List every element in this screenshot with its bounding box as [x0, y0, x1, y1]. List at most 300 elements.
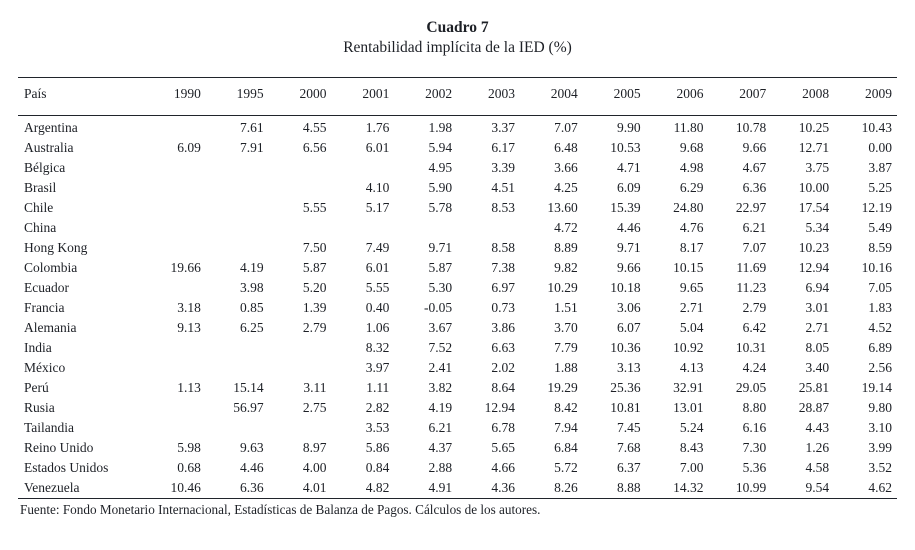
value-cell: 4.19: [428, 400, 453, 415]
value-cell: 4.58: [805, 460, 830, 475]
value-cell: 6.84: [554, 440, 578, 455]
country-cell: Brasil: [24, 180, 57, 195]
value-cell: [143, 198, 206, 218]
value-cell: 3.37: [491, 120, 515, 135]
value-cell: 6.09: [177, 140, 201, 155]
value-cell: 5.87: [428, 260, 453, 275]
table-body: [18, 116, 897, 499]
value-cell: 10.53: [610, 140, 641, 155]
value-cell: 3.01: [805, 300, 830, 315]
value-cell: 2.79: [742, 300, 767, 315]
value-cell: 5.25: [868, 180, 892, 195]
value-cell: 8.80: [742, 400, 767, 415]
value-cell: 10.00: [798, 180, 830, 195]
table-row: [18, 358, 897, 378]
value-cell: 7.05: [868, 280, 892, 295]
country-cell: Rusia: [24, 400, 55, 415]
value-cell: 3.11: [303, 380, 327, 395]
value-cell: 10.16: [861, 260, 892, 275]
value-cell: 6.42: [742, 320, 767, 335]
value-cell: 4.43: [805, 420, 830, 435]
value-cell: 5.30: [428, 280, 453, 295]
value-cell: 4.46: [617, 220, 641, 235]
value-cell: 4.62: [834, 478, 897, 499]
table-row: [18, 138, 897, 158]
value-cell: 3.87: [868, 160, 892, 175]
table-row: [18, 218, 897, 238]
header-spacer-cell: [583, 102, 646, 116]
value-cell: 12.19: [861, 200, 892, 215]
value-cell: [394, 218, 457, 238]
value-cell: 0.00: [868, 140, 892, 155]
value-cell: 6.01: [365, 140, 390, 155]
value-cell: 4.00: [302, 460, 327, 475]
value-cell: 1.88: [554, 360, 578, 375]
value-cell: 2.02: [491, 360, 515, 375]
value-cell: 8.97: [302, 440, 327, 455]
value-cell: 3.66: [554, 160, 578, 175]
year-column-header: 2009: [834, 78, 897, 103]
value-cell: 5.94: [428, 140, 453, 155]
value-cell: 3.52: [868, 460, 892, 475]
value-cell: 9.90: [617, 120, 641, 135]
table-row: [18, 338, 897, 358]
value-cell: 7.52: [428, 340, 453, 355]
value-cell: 25.81: [798, 380, 830, 395]
value-cell: 32.91: [673, 380, 704, 395]
value-cell: 6.94: [805, 280, 830, 295]
value-cell: [206, 198, 269, 218]
value-cell: 2.56: [868, 360, 892, 375]
value-cell: 7.30: [742, 440, 767, 455]
value-cell: [331, 158, 394, 178]
value-cell: 19.14: [861, 380, 892, 395]
value-cell: 17.54: [798, 200, 830, 215]
country-cell: Hong Kong: [24, 240, 88, 255]
value-cell: 2.75: [302, 400, 327, 415]
table-row: [18, 458, 897, 478]
table-row: [18, 178, 897, 198]
value-cell: 6.36: [742, 180, 767, 195]
value-cell: [206, 178, 269, 198]
value-cell: 10.43: [861, 120, 892, 135]
value-cell: [206, 358, 269, 378]
value-cell: 4.13: [679, 360, 704, 375]
country-cell: Chile: [24, 200, 54, 215]
value-cell: 11.80: [673, 120, 704, 135]
value-cell: 10.15: [673, 260, 704, 275]
value-cell: [206, 158, 269, 178]
value-cell: 2.71: [679, 300, 704, 315]
value-cell: 11.69: [736, 260, 767, 275]
value-cell: 3.40: [805, 360, 830, 375]
value-cell: 8.59: [868, 240, 892, 255]
table-row: [18, 278, 897, 298]
country-cell: Australia: [24, 140, 74, 155]
value-cell: [143, 358, 206, 378]
value-cell: 12.71: [798, 140, 830, 155]
value-cell: 6.09: [617, 180, 641, 195]
value-cell: 9.80: [868, 400, 892, 415]
value-cell: 2.82: [365, 400, 390, 415]
value-cell: [143, 218, 206, 238]
value-cell: 4.46: [240, 460, 264, 475]
value-cell: 5.90: [428, 180, 453, 195]
value-cell: 6.78: [491, 420, 515, 435]
value-cell: 7.49: [365, 240, 390, 255]
value-cell: 15.39: [610, 200, 641, 215]
value-cell: [457, 218, 520, 238]
value-cell: 7.61: [240, 120, 264, 135]
header-spacer-cell: [646, 102, 709, 116]
country-cell: Venezuela: [18, 478, 143, 499]
value-cell: 5.55: [302, 200, 327, 215]
value-cell: [143, 178, 206, 198]
value-cell: 10.23: [798, 240, 830, 255]
year-column-header: 2008: [771, 78, 834, 103]
value-cell: 0.73: [491, 300, 515, 315]
value-cell: 5.87: [302, 260, 327, 275]
value-cell: 2.79: [302, 320, 327, 335]
value-cell: 24.80: [673, 200, 704, 215]
value-cell: 1.76: [365, 120, 390, 135]
value-cell: [143, 158, 206, 178]
value-cell: [269, 358, 332, 378]
value-cell: 6.21: [742, 220, 767, 235]
value-cell: 8.05: [805, 340, 830, 355]
table-row: [18, 238, 897, 258]
value-cell: 10.46: [143, 478, 206, 499]
value-cell: 3.99: [868, 440, 892, 455]
value-cell: 8.53: [491, 200, 515, 215]
value-cell: 6.01: [365, 260, 390, 275]
table-row: [18, 198, 897, 218]
value-cell: 7.94: [554, 420, 578, 435]
value-cell: 9.71: [617, 240, 641, 255]
value-cell: -0.05: [424, 300, 453, 315]
value-cell: 8.26: [520, 478, 583, 499]
country-cell: Francia: [24, 300, 65, 315]
value-cell: 5.55: [365, 280, 390, 295]
value-cell: 1.98: [428, 120, 453, 135]
value-cell: 4.67: [742, 160, 767, 175]
value-cell: 6.36: [206, 478, 269, 499]
value-cell: 8.17: [679, 240, 704, 255]
value-cell: 8.58: [491, 240, 515, 255]
value-cell: 5.98: [177, 440, 201, 455]
value-cell: [143, 398, 206, 418]
value-cell: 10.36: [610, 340, 641, 355]
value-cell: 12.94: [798, 260, 830, 275]
country-cell: Alemania: [24, 320, 77, 335]
value-cell: 1.51: [554, 300, 578, 315]
value-cell: 6.97: [491, 280, 515, 295]
value-cell: 8.43: [679, 440, 704, 455]
year-column-header: 2001: [331, 78, 394, 103]
country-cell: Tailandia: [24, 420, 75, 435]
value-cell: [206, 218, 269, 238]
value-cell: 4.55: [302, 120, 327, 135]
header-spacer-cell: [834, 102, 897, 116]
value-cell: 10.31: [735, 340, 767, 355]
value-cell: 15.14: [233, 380, 264, 395]
value-cell: [269, 418, 332, 438]
value-cell: 28.87: [798, 400, 830, 415]
country-cell: China: [24, 220, 57, 235]
header-spacer-cell: [269, 102, 332, 116]
value-cell: 0.85: [240, 300, 264, 315]
table-row: [18, 478, 897, 499]
value-cell: 22.97: [735, 200, 767, 215]
value-cell: 4.98: [679, 160, 704, 175]
value-cell: 12.94: [484, 400, 515, 415]
year-column-header: 2003: [457, 78, 520, 103]
value-cell: 13.01: [673, 400, 704, 415]
value-cell: 5.65: [491, 440, 515, 455]
value-cell: 3.98: [240, 280, 264, 295]
value-cell: 8.42: [554, 400, 578, 415]
header-spacer-cell: [708, 102, 771, 116]
value-cell: 3.67: [428, 320, 453, 335]
value-cell: 6.17: [491, 140, 515, 155]
header-spacer-cell: [143, 102, 206, 116]
value-cell: 9.68: [679, 140, 704, 155]
value-cell: 4.66: [491, 460, 515, 475]
value-cell: [269, 158, 332, 178]
table-header: [18, 78, 897, 116]
value-cell: 6.07: [617, 320, 641, 335]
table-row: [18, 378, 897, 398]
value-cell: 10.78: [735, 120, 767, 135]
value-cell: 10.25: [798, 120, 830, 135]
table-row: [18, 318, 897, 338]
value-cell: 1.39: [302, 300, 327, 315]
value-cell: 10.29: [547, 280, 578, 295]
value-cell: 5.86: [365, 440, 390, 455]
value-cell: 6.48: [554, 140, 578, 155]
value-cell: 5.17: [365, 200, 390, 215]
value-cell: 8.89: [554, 240, 578, 255]
value-cell: 4.24: [742, 360, 767, 375]
value-cell: 3.10: [868, 420, 892, 435]
value-cell: 3.39: [491, 160, 515, 175]
value-cell: 3.06: [617, 300, 641, 315]
value-cell: 19.66: [170, 260, 201, 275]
header-spacer-row: [18, 102, 897, 116]
year-column-header: 2002: [394, 78, 457, 103]
value-cell: 11.23: [736, 280, 767, 295]
value-cell: 7.38: [491, 260, 515, 275]
value-cell: 6.16: [742, 420, 767, 435]
year-column-header: 2000: [269, 78, 332, 103]
value-cell: 10.92: [673, 340, 704, 355]
header-spacer-cell: [331, 102, 394, 116]
value-cell: [206, 418, 269, 438]
value-cell: 9.71: [428, 240, 453, 255]
header-spacer-cell: [206, 102, 269, 116]
value-cell: 8.32: [365, 340, 390, 355]
value-cell: [143, 238, 206, 258]
value-cell: 5.34: [805, 220, 830, 235]
header-spacer-cell: [520, 102, 583, 116]
value-cell: [206, 238, 269, 258]
country-cell: Ecuador: [24, 280, 69, 295]
value-cell: 13.60: [547, 200, 578, 215]
value-cell: 4.37: [428, 440, 453, 455]
value-cell: 5.20: [302, 280, 327, 295]
value-cell: 4.36: [457, 478, 520, 499]
header-spacer-cell: [771, 102, 834, 116]
source-note: Fuente: Fondo Monetario Internacional, Estadísticas de Balanza de Pagos. Cálculos de los autores.: [20, 502, 541, 517]
table-row: [18, 418, 897, 438]
value-cell: 6.89: [868, 340, 892, 355]
value-cell: 4.76: [679, 220, 704, 235]
value-cell: 7.79: [554, 340, 578, 355]
value-cell: 2.71: [805, 320, 830, 335]
year-column-header: 2004: [520, 78, 583, 103]
year-column-header: 1995: [206, 78, 269, 103]
value-cell: 3.82: [428, 380, 453, 395]
value-cell: 6.21: [428, 420, 453, 435]
value-cell: 1.83: [868, 300, 892, 315]
value-cell: [269, 338, 332, 358]
year-column-header: 1990: [143, 78, 206, 103]
value-cell: 10.18: [610, 280, 641, 295]
country-cell: Bélgica: [24, 160, 66, 175]
value-cell: 5.36: [742, 460, 767, 475]
value-cell: 7.00: [679, 460, 704, 475]
value-cell: 25.36: [610, 380, 641, 395]
value-cell: 6.63: [491, 340, 515, 355]
value-cell: [143, 116, 206, 139]
value-cell: 3.86: [491, 320, 515, 335]
country-cell: Colombia: [24, 260, 78, 275]
value-cell: 4.95: [428, 160, 453, 175]
table-row: [18, 258, 897, 278]
value-cell: 8.88: [583, 478, 646, 499]
value-cell: 1.13: [177, 380, 201, 395]
value-cell: 5.49: [868, 220, 892, 235]
table-row: [18, 158, 897, 178]
value-cell: [269, 178, 332, 198]
value-cell: 10.81: [610, 400, 641, 415]
country-cell: Perú: [24, 380, 49, 395]
value-cell: 9.66: [742, 140, 767, 155]
value-cell: [206, 338, 269, 358]
value-cell: 7.68: [617, 440, 641, 455]
value-cell: 5.72: [554, 460, 578, 475]
table-number-title: Cuadro 7: [426, 19, 489, 36]
value-cell: [143, 278, 206, 298]
value-cell: 4.91: [394, 478, 457, 499]
value-cell: [143, 338, 206, 358]
value-cell: 9.65: [679, 280, 704, 295]
value-cell: 6.25: [240, 320, 264, 335]
value-cell: 4.82: [331, 478, 394, 499]
value-cell: 4.72: [554, 220, 578, 235]
value-cell: 6.29: [679, 180, 704, 195]
value-cell: 2.88: [428, 460, 453, 475]
ied-profitability-table: [18, 77, 897, 499]
value-cell: [331, 218, 394, 238]
value-cell: 6.56: [302, 140, 327, 155]
value-cell: 4.10: [365, 180, 390, 195]
value-cell: 9.66: [617, 260, 641, 275]
value-cell: 4.51: [491, 180, 515, 195]
value-cell: 7.07: [554, 120, 578, 135]
value-cell: 0.84: [365, 460, 390, 475]
value-cell: 56.97: [233, 400, 264, 415]
table-row: [18, 438, 897, 458]
value-cell: 4.01: [269, 478, 332, 499]
value-cell: 29.05: [735, 380, 767, 395]
value-cell: 3.70: [554, 320, 578, 335]
value-cell: 9.13: [177, 320, 201, 335]
value-cell: 14.32: [646, 478, 709, 499]
country-cell: India: [24, 340, 52, 355]
value-cell: 3.75: [805, 160, 830, 175]
table-row: [18, 298, 897, 318]
value-cell: 0.40: [365, 300, 390, 315]
value-cell: 19.29: [547, 380, 578, 395]
header-spacer-cell: [18, 102, 143, 116]
value-cell: 4.25: [554, 180, 578, 195]
value-cell: 3.97: [365, 360, 390, 375]
value-cell: 4.71: [617, 160, 641, 175]
value-cell: 1.11: [366, 380, 390, 395]
value-cell: 5.04: [679, 320, 704, 335]
country-cell: Argentina: [24, 120, 78, 135]
header-spacer-cell: [394, 102, 457, 116]
country-cell: Reino Unido: [24, 440, 94, 455]
value-cell: 5.24: [679, 420, 704, 435]
table-subtitle: Rentabilidad implícita de la IED (%): [343, 39, 572, 56]
table-row: [18, 398, 897, 418]
year-column-header: 2007: [708, 78, 771, 103]
value-cell: 8.64: [491, 380, 515, 395]
value-cell: [143, 418, 206, 438]
value-cell: [269, 218, 332, 238]
value-cell: 2.41: [428, 360, 453, 375]
country-cell: Estados Unidos: [24, 460, 109, 475]
country-column-header: País: [18, 78, 143, 103]
value-cell: 9.63: [240, 440, 264, 455]
header-spacer-cell: [457, 102, 520, 116]
value-cell: 1.06: [365, 320, 390, 335]
value-cell: 1.26: [805, 440, 830, 455]
value-cell: 9.54: [771, 478, 834, 499]
value-cell: 10.99: [708, 478, 771, 499]
value-cell: 6.37: [617, 460, 641, 475]
value-cell: 7.91: [240, 140, 264, 155]
table-row: [18, 116, 897, 139]
value-cell: 9.82: [554, 260, 578, 275]
value-cell: 3.18: [177, 300, 201, 315]
value-cell: 7.45: [617, 420, 641, 435]
header-row: [18, 78, 897, 103]
value-cell: 3.53: [365, 420, 390, 435]
value-cell: 7.50: [302, 240, 327, 255]
value-cell: 3.13: [617, 360, 641, 375]
value-cell: 7.07: [742, 240, 767, 255]
value-cell: 4.19: [240, 260, 264, 275]
year-column-header: 2006: [646, 78, 709, 103]
country-cell: México: [24, 360, 66, 375]
year-column-header: 2005: [583, 78, 646, 103]
value-cell: 0.68: [177, 460, 201, 475]
value-cell: 5.78: [428, 200, 453, 215]
value-cell: 4.52: [868, 320, 892, 335]
